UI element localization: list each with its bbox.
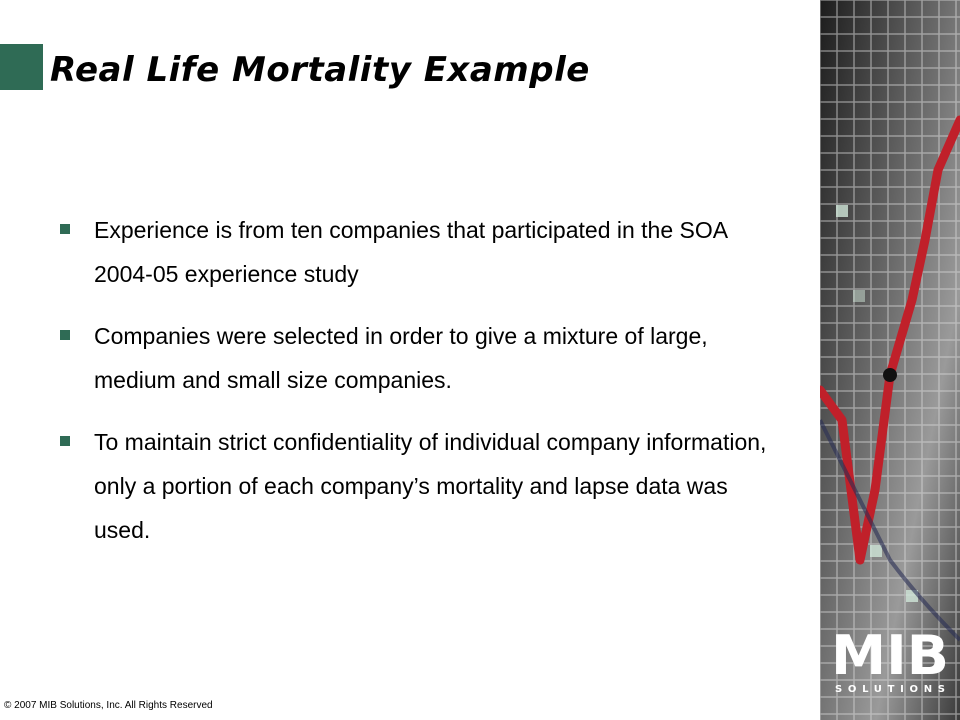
title-accent-square [0,44,43,90]
bullet-list [58,208,778,570]
rising-graph-icon [820,0,960,720]
square-bullet-icon [60,330,70,340]
bullet-item [58,314,778,402]
mib-logo-icon [825,628,955,698]
logo-name: MIB [831,628,949,687]
bullet-text: Experience is from ten companies that participated in the SOA 2004-05 experience study [94,217,727,287]
bullet-item [58,208,778,296]
copyright-footer: © 2007 MIB Solutions, Inc. All Rights Reserved [4,700,213,711]
bullet-item [58,420,778,552]
decorative-sidebar [820,0,960,720]
logo-subtitle: SOLUTIONS [835,684,945,695]
slide-title: Real Life Mortality Example [50,50,590,90]
square-bullet-icon [60,224,70,234]
bullet-text: To maintain strict confidentiality of individual company information, only a portion of each company’s mortality and lapse data was used. [94,429,767,543]
square-bullet-icon [60,436,70,446]
bullet-text: Companies were selected in order to give a mixture of large, medium and small size companies. [94,323,708,393]
